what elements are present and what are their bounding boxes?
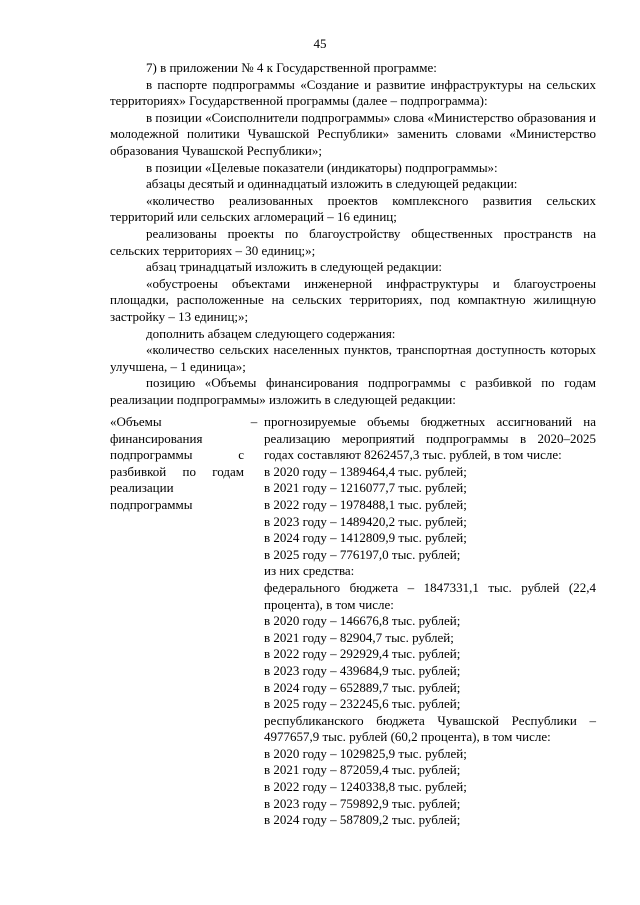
paragraph: в позиции «Соисполнители подпрограммы» слова «Министерство образования и молодежной политики Чувашской Республики» заменить словами «Министерство образования Чувашской Республики»; [110, 109, 596, 158]
paragraph: 7) в приложении № 4 к Государственной программе: [146, 60, 437, 75]
year-line: в 2023 году – 1489420,2 тыс. рублей; [264, 513, 467, 529]
intro-text [110, 60, 596, 408]
paragraph: позицию «Объемы финансирования подпрограммы с разбивкой по годам реализации подпрограммы» изложить в следующей редакции: [110, 375, 596, 407]
year-line: в 2020 году – 1389464,4 тыс. рублей; [264, 463, 467, 479]
year-line: в 2024 году – 1412809,9 тыс. рублей; [264, 530, 467, 546]
funding-position-label: «Объемы финансирования подпрограммы с разбивкой по годам реализации подпрограммы [110, 414, 244, 512]
year-line: в 2020 году – 146676,8 тыс. рублей; [264, 613, 461, 629]
paragraph: «количество сельских населенных пунктов, транспортная доступность которых улучшена, – 1 единица»; [110, 342, 596, 374]
paragraph: в позиции «Целевые показатели (индикаторы) подпрограммы»: [146, 159, 498, 175]
funding-details [264, 414, 596, 829]
year-line: в 2025 году – 776197,0 тыс. рублей; [264, 546, 461, 562]
funding-total: прогнозируемые объемы бюджетных ассигнований на реализацию мероприятий подпрограммы в 2020–2025 годах составляют 8262457,3 тыс. рублей, в том числе: [264, 414, 596, 463]
year-line: в 2021 году – 82904,7 тыс. рублей; [264, 629, 454, 645]
paragraph: абзац тринадцатый изложить в следующей редакции: [146, 259, 443, 275]
year-line: в 2022 году – 292929,4 тыс. рублей; [264, 646, 461, 662]
year-line: в 2024 году – 587809,2 тыс. рублей; [264, 812, 461, 828]
year-line: в 2023 году – 439684,9 тыс. рублей; [264, 662, 461, 678]
year-line: в 2020 году – 1029825,9 тыс. рублей; [264, 745, 467, 761]
year-line: в 2024 году – 652889,7 тыс. рублей; [264, 679, 461, 695]
year-line: в 2021 году – 1216077,7 тыс. рублей; [264, 480, 467, 496]
paragraph: реализованы проекты по благоустройству общественных пространств на сельских территориях – 30 единиц;»; [110, 225, 596, 258]
year-line: в 2022 году – 1978488,1 тыс. рублей; [264, 496, 467, 512]
paragraph: в паспорте подпрограммы «Создание и развитие инфраструктуры на сельских территориях» Государственной программы (далее – подпрограмма): [110, 76, 596, 109]
federal-budget: федерального бюджета – 1847331,1 тыс. рублей (22,4 процента), в том числе: [264, 579, 596, 612]
dash-separator: – [250, 414, 258, 429]
paragraph: «количество реализованных проектов комплексного развития сельских территорий или сельских агломераций – 16 единиц; [110, 192, 596, 225]
of-them-label: из них средства: [264, 563, 355, 579]
paragraph: абзацы десятый и одиннадцатый изложить в следующей редакции: [146, 176, 518, 192]
republic-budget: республиканского бюджета Чувашской Республики – 4977657,9 тыс. рублей (60,2 процента), в том числе: [264, 712, 596, 745]
year-line: в 2025 году – 232245,6 тыс. рублей; [264, 696, 461, 712]
page-number: 45 [313, 36, 327, 51]
year-line: в 2021 году – 872059,4 тыс. рублей; [264, 762, 461, 778]
year-line: в 2023 году – 759892,9 тыс. рублей; [264, 795, 461, 811]
paragraph: «обустроены объектами инженерной инфраструктуры и благоустроены площадки, расположенные на сельских территориях, под компактную жилищную застройку – 13 единиц;»; [110, 275, 596, 324]
paragraph: дополнить абзацем следующего содержания: [146, 325, 396, 341]
year-line: в 2022 году – 1240338,8 тыс. рублей; [264, 779, 467, 795]
